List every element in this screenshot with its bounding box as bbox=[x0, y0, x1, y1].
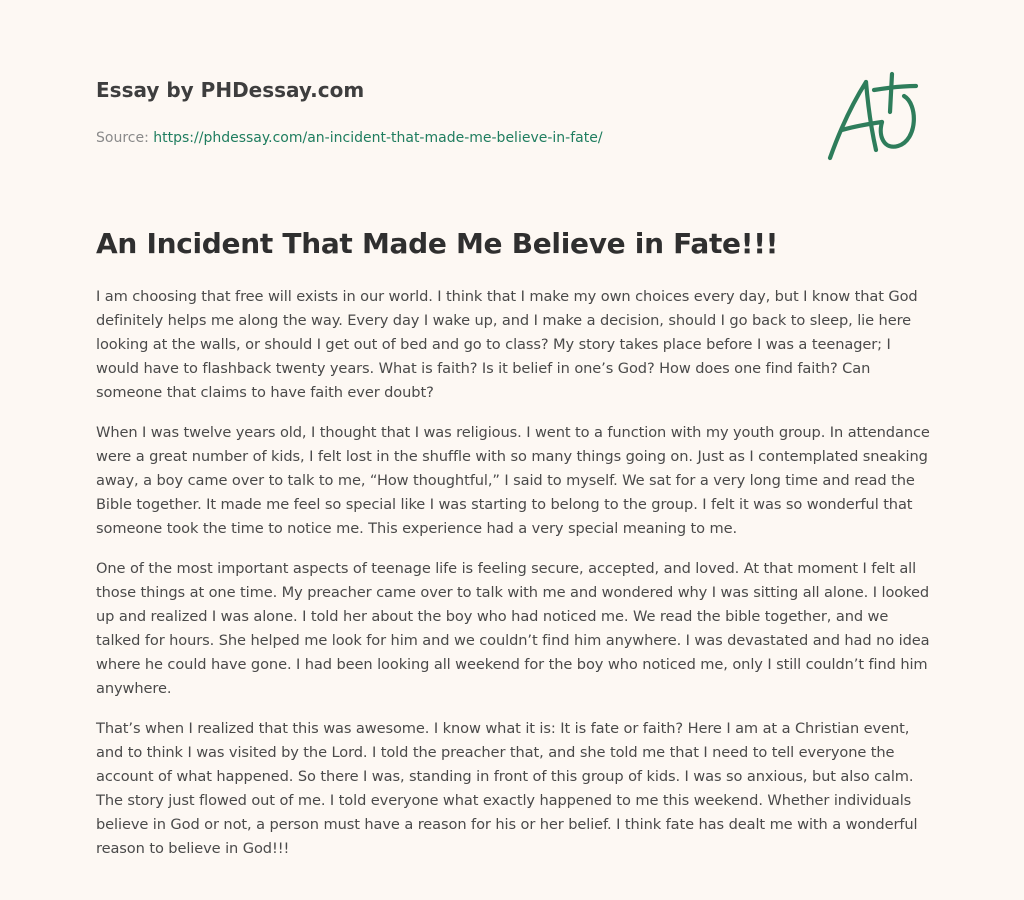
a-plus-logo-icon bbox=[822, 66, 928, 166]
page-header bbox=[96, 76, 796, 147]
source-link[interactable]: https://phdessay.com/an-incident-that-made-me-believe-in-fate/ bbox=[153, 130, 603, 146]
essay-body bbox=[96, 285, 932, 877]
essay-paragraph: When I was twelve years old, I thought that I was religious. I went to a function with my youth group. In attendance were a great number of kids, I felt lost in the shuffle with so many things going on. Just as I contemplated sneaking away, a boy came over to talk to me, “How thoughtful,” I said to myself. We sat for a very long time and read the Bible together. It made me feel so special like I was starting to belong to the group. I felt it was so wonderful that someone took the time to notice me. This experience had a very special meaning to me. bbox=[96, 424, 930, 537]
site-title: Essay by PHDessay.com bbox=[96, 78, 365, 102]
essay-paragraph: I am choosing that free will exists in our world. I think that I make my own choices every day, but I know that God definitely helps me along the way. Every day I wake up, and I make a decision, should I go back to sleep, lie here looking at the walls, or should I get out of bed and go to class? My story takes place before I was a teenager; I would have to flashback twenty years. What is faith? Is it belief in one’s God? How does one find faith? Can someone that claims to have faith ever doubt? bbox=[96, 288, 918, 401]
essay-title: An Incident That Made Me Believe in Fate!!! bbox=[96, 227, 779, 260]
essay-paragraph: That’s when I realized that this was awesome. I know what it is: It is fate or faith? Here I am at a Christian event, and to think I was visited by the Lord. I told the preacher that, and she told me that I need to tell everyone the account of what happened. So there I was, standing in front of this group of kids. I was so anxious, but also calm. The story just flowed out of me. I told everyone what exactly happened to me this weekend. Whether individuals believe in God or not, a person must have a reason for his or her belief. I think fate has dealt me with a wonderful reason to believe in God!!! bbox=[96, 720, 918, 857]
source-label: Source: bbox=[96, 130, 154, 146]
source-line bbox=[96, 129, 796, 147]
essay-paragraph: One of the most important aspects of teenage life is feeling secure, accepted, and loved. At that moment I felt all those things at one time. My preacher came over to talk with me and wondered why I was sitting all alone. I looked up and realized I was alone. I told her about the boy who had noticed me. We read the bible together, and we talked for hours. She helped me look for him and we couldn’t find him anywhere. I was devastated and had no idea where he could have gone. I had been looking all weekend for the boy who noticed me, only I still couldn’t find him anywhere. bbox=[96, 560, 930, 697]
